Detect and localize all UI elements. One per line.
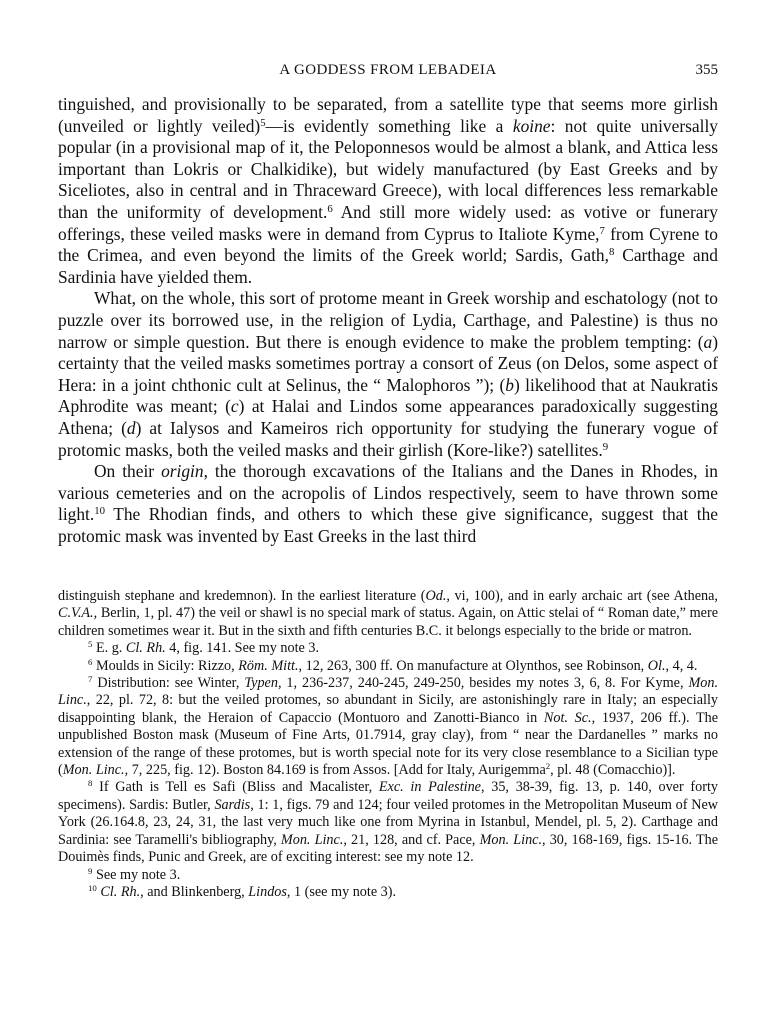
paragraph-continuation	[58, 94, 718, 288]
text-run: And still more widely used: as votive or funerary offerings, these veiled masks were in demand from Cyprus to Italiote Kyme,	[58, 201, 719, 244]
text-run: Distribution: see Winter,	[92, 675, 245, 692]
page-number: 355	[695, 62, 718, 78]
text-run: Carthage and Sardinia have yielded them.	[58, 245, 718, 287]
main-text	[58, 94, 718, 547]
footnote-ref: 2	[545, 761, 551, 772]
text-run: tinguished, and provisionally to be separated, from a satellite type that seems more girlish (unveiled or lightly veiled)	[58, 94, 718, 136]
italic-text: a	[703, 331, 713, 352]
text-run: , the thorough excavations of the Italians and the Danes in Rhodes, in various cemeteries and on the acropolis of Lindos respectively, seem to have thrown some light.	[58, 461, 718, 525]
italic-text: b	[505, 374, 514, 395]
footnote-continuation	[58, 588, 718, 640]
italic-text: Exc. in Palestine	[378, 779, 481, 796]
text-run: , 1, 236-237, 240-245, 249-250, besides my notes 3, 6, 8. For Kyme,	[277, 675, 689, 692]
text-run: 4, fig. 141. See my note 3.	[165, 640, 320, 657]
footnote-ref: 6	[327, 203, 333, 216]
paragraph-protome-meaning	[58, 288, 718, 461]
italic-text: Sardis	[214, 796, 251, 813]
italic-text: Cl. Rh.	[100, 883, 141, 900]
footnotes	[58, 588, 718, 901]
text-run: , 35, 38-39, fig. 13, p. 140, over forty specimens). Sardis: Butler,	[58, 779, 718, 813]
italic-text: d	[126, 417, 136, 438]
footnote-ref: 5	[260, 116, 266, 129]
text-run: —is evidently something like a	[265, 115, 513, 136]
footnote-ref: 10	[88, 883, 97, 894]
text-run: ) likelihood that at Naukratis Aphrodite was meant; (	[58, 374, 718, 417]
text-run: On their	[94, 461, 162, 482]
text-run: ) at Halai and Lindos some appearances paradoxically suggesting Athena; (	[58, 396, 719, 438]
text-run: If Gath is Tell es Safi (Bliss and Macalister,	[92, 779, 379, 796]
text-run: : not quite universally popular (in a provisional map of it, the Peloponnesos would be almost a blank, and Attica less important than Lokris or Chalkidike), but widely manufactured (by East Greeks and by Siceliotes, also in central and in Thraceward Greece), with local differences less remarkable than the uniformity of development.	[58, 115, 718, 222]
italic-text: Od.	[425, 588, 447, 604]
footnote-ref: 8	[608, 246, 615, 259]
text-run: , 7, 225, fig. 12). Boston 84.169 is from Assos. [Add for Italy, Aurigemma	[124, 762, 546, 779]
footnote-9	[58, 867, 718, 884]
italic-text: Mon. Linc.	[58, 675, 718, 709]
text-run: , and Blinkenberg,	[140, 883, 249, 900]
footnote-ref: 7	[88, 674, 93, 685]
text-run: , 4, 4.	[665, 657, 698, 674]
footnote-ref: 8	[88, 778, 93, 789]
footnote-5	[58, 640, 718, 657]
text-run: ) at Ialysos and Kameiros rich opportunity for studying the funerary vogue of protomic masks, both the veiled masks and their girlish (Kore-like?) satellites.	[58, 417, 718, 460]
italic-text: Lindos	[248, 883, 287, 900]
text-run: from Cyrene to the Crimea, and even beyond the limits of the Greek world; Sardis, Gath,	[58, 223, 718, 266]
italic-text: Not. Sc.	[543, 709, 592, 726]
footnote-7	[58, 675, 718, 779]
footnote-6	[58, 658, 718, 675]
footnote-ref: 6	[88, 656, 93, 667]
footnote-ref: 5	[88, 639, 93, 650]
text-run: E. g.	[92, 640, 126, 657]
page-header	[58, 62, 718, 82]
footnote-ref: 9	[88, 865, 93, 876]
italic-text: Cl. Rh.	[125, 640, 166, 657]
text-run: , 21, 128, and cf. Pace,	[343, 831, 480, 848]
italic-text: koine	[512, 115, 551, 136]
italic-text: Röm. Mitt.	[238, 657, 299, 674]
italic-text: origin	[161, 461, 204, 482]
footnote-10	[58, 884, 718, 901]
text-run: , vi, 100), and in early archaic art (see Athena,	[446, 588, 718, 604]
paragraph-origin	[58, 461, 718, 547]
text-run: , 22, pl. 72, 8: but the veiled protomes, so abundant in Sicily, are astonishingly rare in Italy; an especially disappointing blank, the Heraion of Capaccio (Montuoro and Zanotti-Bianco in	[58, 692, 718, 726]
italic-text: Mon. Linc.	[62, 762, 125, 779]
text-run: What, on the whole, this sort of protome meant in Greek worship and eschatology (not to puzzle over its borrowed use, in the religion of Lydia, Carthage, and Palestine) is thus no narrow or simple question. But there is enough evidence to make the problem tempting: (	[58, 288, 718, 352]
italic-text: Mon. Linc.	[280, 831, 344, 848]
text-run: The Rhodian finds, and others to which these give significance, suggest that the protomic mask was invented by East Greeks in the last third	[58, 504, 718, 546]
text-run: , Berlin, 1, pl. 47) the veil or shawl is no special mark of status. Again, on Attic stelai of “ Roman date,” mere children sometimes wear it. But in the sixth and fifth centuries B.C. it belongs especially to the bride or matron.	[58, 605, 718, 639]
italic-text: Typen	[244, 675, 278, 692]
footnote-ref: 10	[94, 505, 105, 518]
text-run: Moulds in Sicily: Rizzo,	[92, 657, 239, 674]
text-run: distinguish stephane and kredemnon). In the earliest literature (	[58, 588, 426, 604]
italic-text: c	[230, 396, 239, 417]
text-run: See my note 3.	[92, 866, 181, 883]
text-run: ) certainty that the veiled masks sometimes portray a consort of Zeus (on Delos, some aspect of Hera: in a joint chthonic cult at Selinus, the “ Malophoros ”); (	[58, 331, 718, 395]
text-run: , 1937, 206 ff.). The unpublished Boston mask (Museum of Fine Arts, 01.7914, gray clay), from “ near the Dardanelles ” marks no extension of the range of these protomes, but is worth special note for its very close resemblance to a Sicilian type (	[58, 709, 719, 779]
italic-text: Ol.	[647, 657, 666, 674]
footnote-ref: 7	[599, 224, 605, 237]
text-run: , 1: 1, figs. 79 and 124; four veiled protomes in the Metropolitan Museum of New York (26.164.8, 23, 24, 31, the last very much like one from Myrina in Istanbul, Mendel, pl. 5, 2). Carthage and Sardinia: see Taramelli's bibliography,	[58, 796, 718, 848]
italic-text: C.V.A.	[58, 605, 94, 622]
running-title: A GODDESS FROM LEBADEIA	[279, 62, 497, 78]
text-run: , pl. 48 (Comacchio)].	[550, 762, 676, 779]
footnote-8	[58, 779, 718, 866]
text-run: , 12, 263, 300 ff. On manufacture at Olynthos, see Robinson,	[298, 657, 648, 674]
italic-text: Mon. Linc.	[479, 831, 543, 848]
text-run: , 30, 168-169, figs. 15-16. The Douimès finds, Punic and Greek, are of exciting interest: see my note 12.	[58, 831, 719, 866]
text-run: , 1 (see my note 3).	[286, 883, 397, 900]
footnote-ref: 9	[602, 440, 609, 453]
